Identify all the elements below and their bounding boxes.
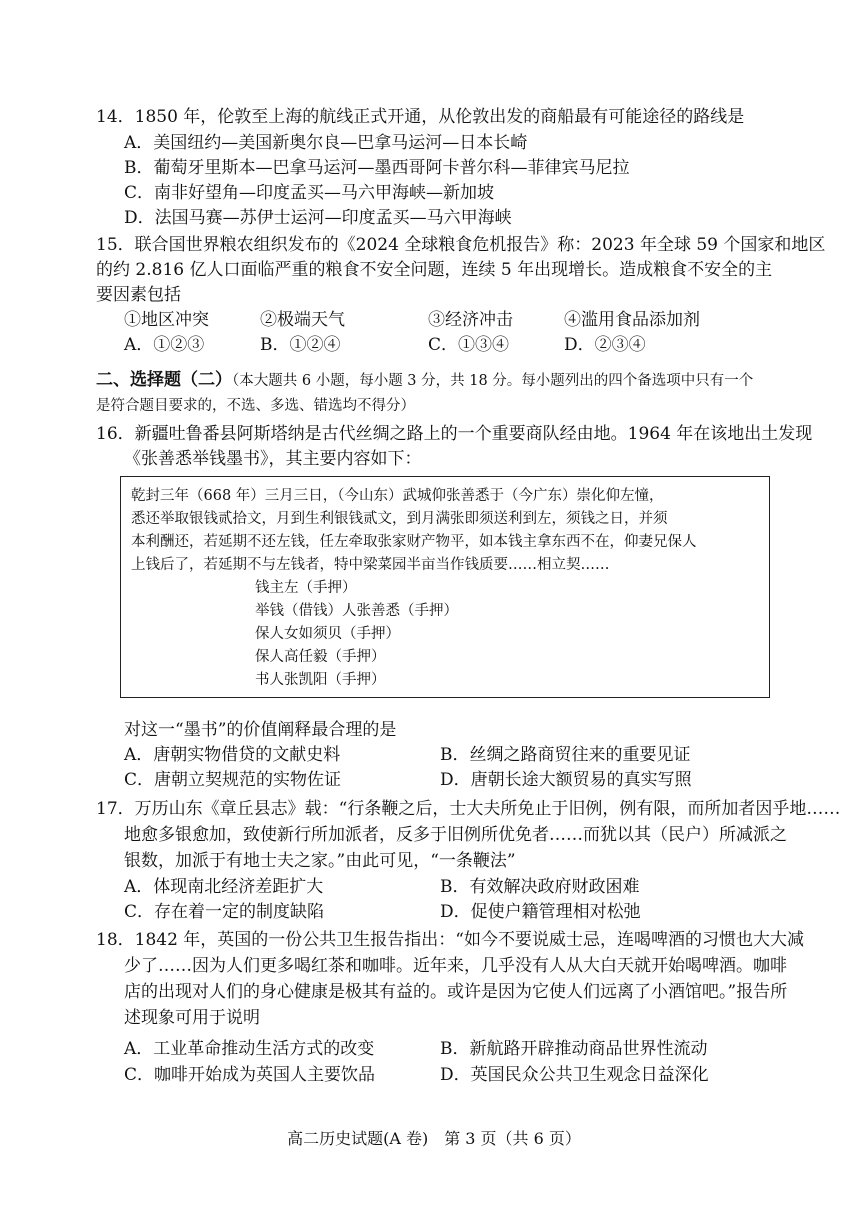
page-footer: 高二历史试题(A 卷) 第 3 页（共 6 页）	[287, 1129, 581, 1148]
q14-option-d: D．法国马赛—苏伊士运河—印度孟买—马六甲海峡	[124, 208, 512, 228]
q17-option-d: D．促使户籍管理相对松弛	[440, 902, 641, 922]
q17-option-a: A．体现南北经济差距扩大	[124, 877, 324, 897]
q16-document-line3: 本利酬还，若延期不还左钱，任左牵取张家财产物平，如本钱主拿东西不在，仰妻兄保人	[131, 534, 697, 550]
q15-item-3: ③经济冲击	[428, 310, 513, 330]
section2-title: 二、选择题（二）	[96, 370, 232, 390]
q16-signature-borrower: 举钱（借钱）人张善悉（手押）	[255, 603, 458, 619]
q16-option-b: B．丝绸之路商贸往来的重要见证	[440, 745, 691, 765]
q15-stem-line2: 的约 2.816 亿人口面临严重的粮食不安全问题，连续 5 年出现增长。造成粮食不安全的主	[96, 260, 773, 280]
q16-signature-guarantor1: 保人女如须贝（手押）	[255, 626, 400, 642]
q16-document-line4: 上钱后了，若延期不与左钱者，特中梁菜园半亩当作钱质要……相立契……	[131, 557, 610, 573]
q16-option-a: A．唐朝实物借贷的文献史料	[124, 745, 341, 765]
q16-document-box	[120, 476, 770, 698]
q15-option-c: C．①③④	[428, 335, 510, 355]
q15-option-d: D．②③④	[564, 335, 646, 355]
q16-option-c: C．唐朝立契规范的实物佐证	[124, 770, 342, 790]
q16-option-d: D．唐朝长途大额贸易的真实写照	[440, 770, 692, 790]
q18-option-b: B．新航路开辟推动商品世界性流动	[440, 1039, 708, 1059]
q16-signature-guarantor2: 保人高任毅（手押）	[255, 649, 386, 665]
q14-option-b: B．葡萄牙里斯本—巴拿马运河—墨西哥阿卡普尔科—菲律宾马尼拉	[124, 158, 630, 178]
q15-stem-line1: 15．联合国世界粮农组织发布的《2024 全球粮食危机报告》称：2023 年全球 59 个国家和地区	[96, 235, 826, 255]
q14-option-a: A．美国纽约—美国新奥尔良—巴拿马运河—日本长崎	[124, 133, 528, 153]
section2-header	[96, 368, 753, 394]
q18-option-a: A．工业革命推动生活方式的改变	[124, 1039, 375, 1059]
q18-stem-line4: 述现象可用于说明	[124, 1008, 260, 1028]
q15-item-2: ②极端天气	[260, 310, 345, 330]
q15-option-b: B．①②④	[260, 335, 341, 355]
q17-stem-line2: 地愈多银愈加，致使新行所加派者，反多于旧例所优免者……而犹以其（民户）所减派之	[124, 825, 787, 845]
q14-stem: 14．1850 年，伦敦至上海的航线正式开通，从伦敦出发的商船最有可能途径的路线是	[96, 107, 745, 127]
q16-stem-line2: 《张善悉举钱墨书》，其主要内容如下：	[124, 449, 422, 469]
q14-option-c: C．南非好望角—印度孟买—马六甲海峡—新加坡	[124, 183, 495, 203]
q16-document-line1: 乾封三年（668 年）三月三日，（今山东）武城仰张善悉于（今广东）崇化仰左憧，	[131, 488, 664, 504]
q16-signature-lender: 钱主左（手押）	[255, 580, 357, 596]
q15-option-a: A．①②③	[124, 335, 205, 355]
q15-stem-line3: 要因素包括	[96, 285, 181, 305]
q17-option-b: B．有效解决政府财政困难	[440, 877, 640, 897]
q18-stem-line1: 18．1842 年，英国的一份公共卫生报告指出：“如今不要说威士忌，连喝啤酒的习惯也大大减	[96, 930, 804, 950]
q18-option-c: C．咖啡开始成为英国人主要饮品	[124, 1065, 376, 1085]
q17-stem-line3: 银数，加派于有地士夫之家。”由此可见，“一条鞭法”	[124, 851, 516, 871]
q18-stem-line2: 少了……因为人们更多喝红茶和咖啡。近年来，几乎没有人从大白天就开始喝啤酒。咖啡	[124, 956, 787, 976]
q16-stem-line1: 16．新疆吐鲁番县阿斯塔纳是古代丝绸之路上的一个重要商队经由地。1964 年在该地出土发现	[96, 424, 813, 444]
q15-item-4: ④滥用食品添加剂	[564, 310, 700, 330]
q15-item-1: ①地区冲突	[124, 310, 209, 330]
q17-stem-line1: 17．万历山东《章丘县志》载：“行条鞭之后，士大夫所免止于旧例，例有限，而所加者因乎地……	[96, 799, 841, 819]
q16-signature-scribe: 书人张凯阳（手押）	[255, 672, 386, 688]
section2-rule-line2: 是符合题目要求的，不选、多选、错选均不得分）	[96, 398, 415, 414]
q16-question: 对这一“墨书”的价值阐释最合理的是	[124, 720, 397, 740]
section2-rule-line1: （本大题共 6 小题，每小题 3 分，共 18 分。每小题列出的四个备选项中只有一个	[232, 373, 754, 389]
q16-document-line2: 悉还举取银钱贰拾文，月到生利银钱贰文，到月满张即须送利到左，须钱之日，并须	[131, 511, 668, 527]
q18-stem-line3: 店的出现对人们的身心健康是极其有益的。或许是因为它使人们远离了小酒馆吧。”报告所	[124, 982, 788, 1002]
q17-option-c: C．存在着一定的制度缺陷	[124, 902, 325, 922]
q18-option-d: D．英国民众公共卫生观念日益深化	[440, 1065, 709, 1085]
